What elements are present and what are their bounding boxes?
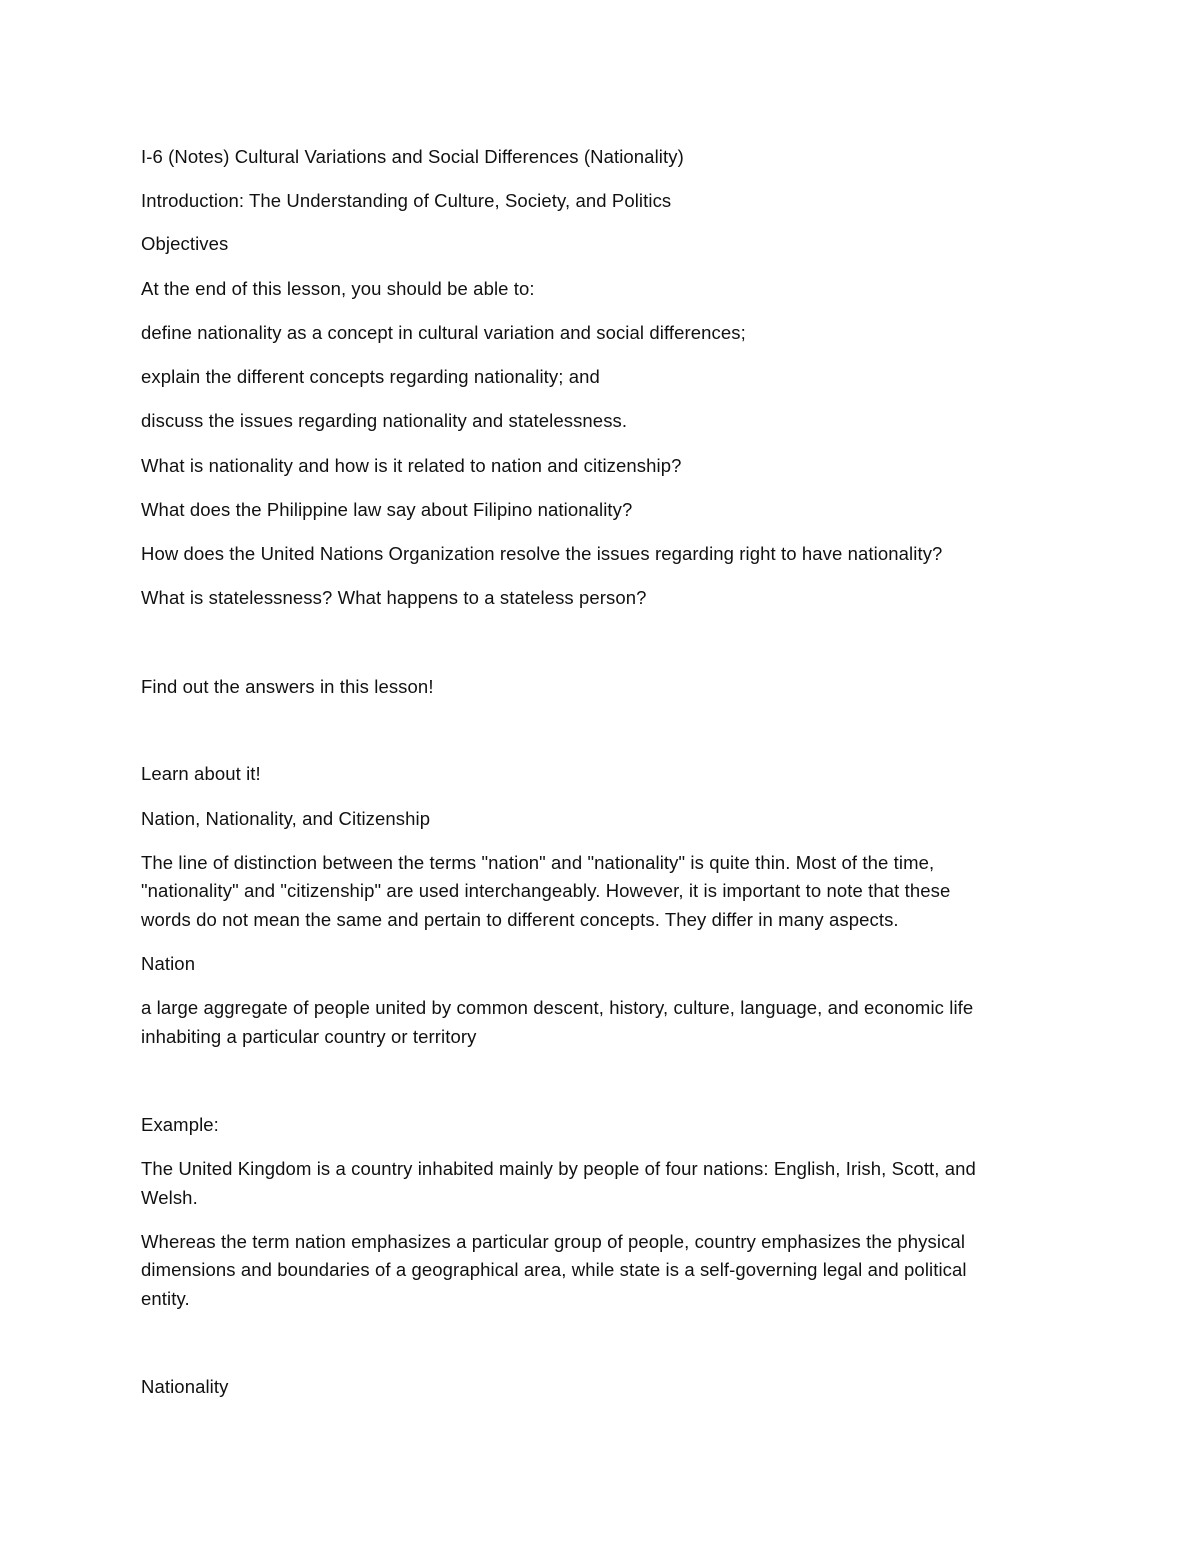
objectives-intro: At the end of this lesson, you should be able to: xyxy=(141,278,535,299)
example-line: Welsh. xyxy=(141,1187,198,1208)
document-subtitle: Introduction: The Understanding of Culture, Society, and Politics xyxy=(141,190,672,211)
paragraph-line: entity. xyxy=(141,1288,190,1309)
definition-line: a large aggregate of people united by common descent, history, culture, language, and economic life xyxy=(141,997,974,1018)
example-heading: Example: xyxy=(141,1114,219,1135)
question-item: How does the United Nations Organization resolve the issues regarding right to have nationality? xyxy=(141,543,943,564)
paragraph-line: The line of distinction between the terms "nation" and "nationality" is quite thin. Most of the time, xyxy=(141,852,935,873)
nationality-heading: Nationality xyxy=(141,1376,229,1397)
paragraph-line: words do not mean the same and pertain to different concepts. They differ in many aspects. xyxy=(141,909,899,930)
objective-item: define nationality as a concept in cultural variation and social differences; xyxy=(141,322,746,343)
paragraph-line: dimensions and boundaries of a geographical area, while state is a self-governing legal and political xyxy=(141,1259,967,1280)
paragraph-line: Whereas the term nation emphasizes a particular group of people, country emphasizes the physical xyxy=(141,1231,966,1252)
example-line: The United Kingdom is a country inhabited mainly by people of four nations: English, Irish, Scott, and xyxy=(141,1158,976,1179)
find-out-text: Find out the answers in this lesson! xyxy=(141,676,434,697)
paragraph-line: "nationality" and "citizenship" are used interchangeably. However, it is important to note that these xyxy=(141,880,951,901)
document-title: I-6 (Notes) Cultural Variations and Social Differences (Nationality) xyxy=(141,146,684,167)
objective-item: explain the different concepts regarding nationality; and xyxy=(141,366,600,387)
definition-line: inhabiting a particular country or territory xyxy=(141,1026,477,1047)
objective-item: discuss the issues regarding nationality and statelessness. xyxy=(141,410,628,431)
question-item: What does the Philippine law say about Filipino nationality? xyxy=(141,499,633,520)
learn-heading: Learn about it! xyxy=(141,763,261,784)
section-heading: Nation, Nationality, and Citizenship xyxy=(141,808,431,829)
nation-heading: Nation xyxy=(141,953,196,974)
objectives-heading: Objectives xyxy=(141,233,229,254)
question-item: What is nationality and how is it related to nation and citizenship? xyxy=(141,455,682,476)
question-item: What is statelessness? What happens to a stateless person? xyxy=(141,587,647,608)
